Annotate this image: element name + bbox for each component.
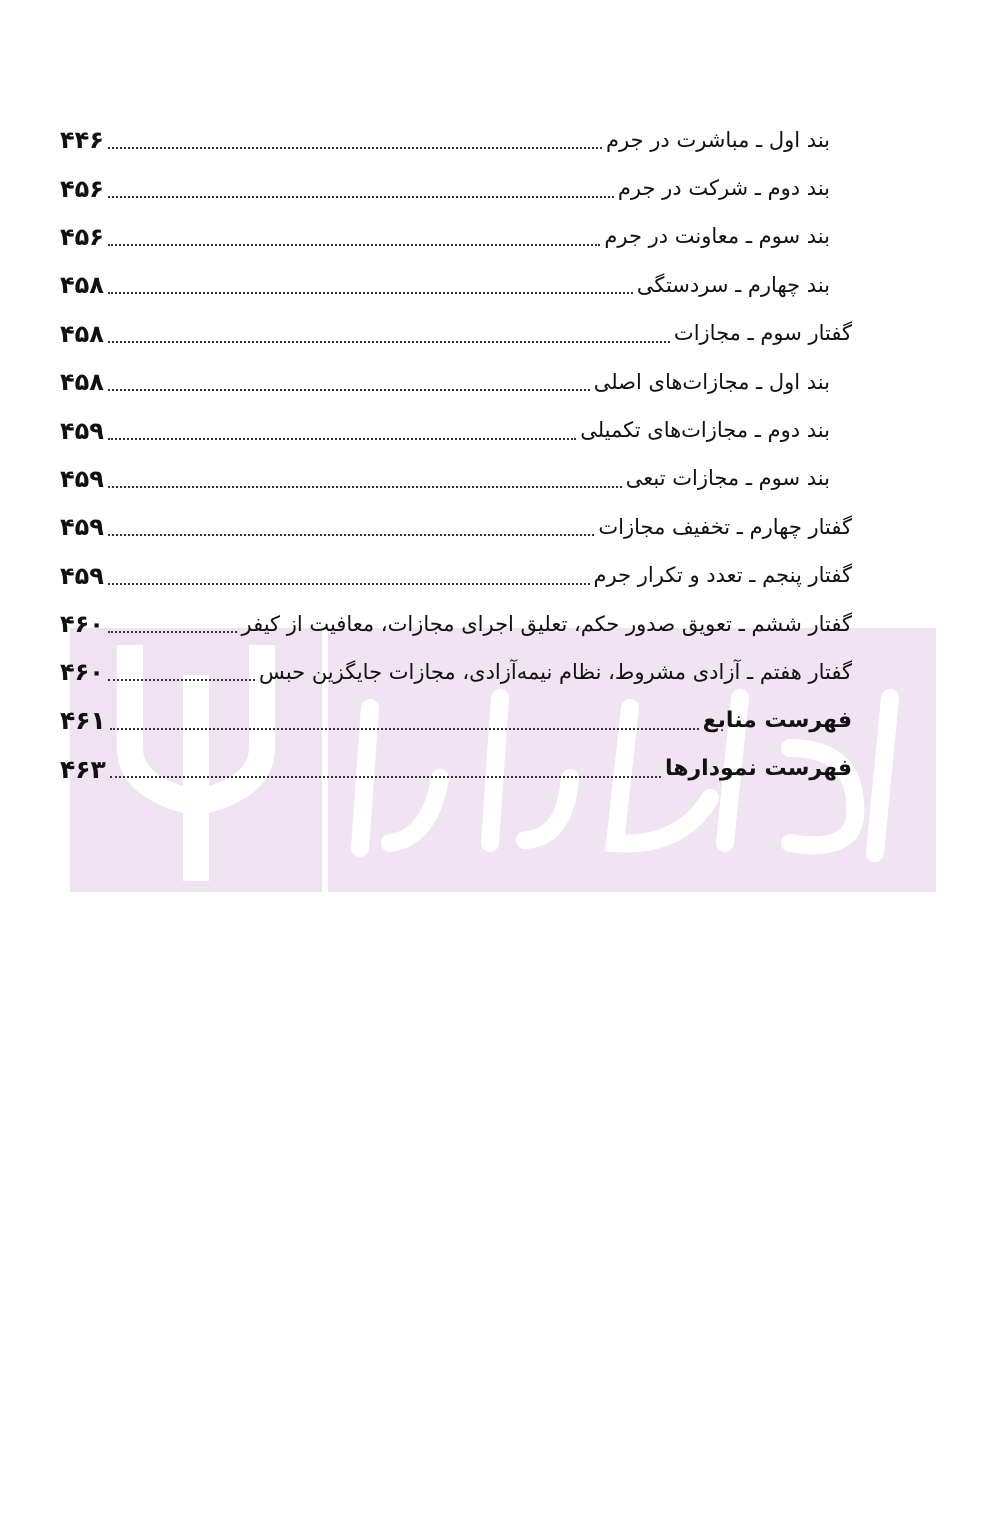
toc-entry[interactable]	[60, 552, 860, 600]
toc-page-number: ۴۵۹	[60, 416, 104, 445]
toc-entry[interactable]	[60, 648, 860, 696]
toc-entry-title: بند سوم ـ معاونت در جرم	[604, 224, 830, 249]
toc-entry-title: بند دوم ـ مجازات‌های تکمیلی	[580, 418, 830, 443]
toc-entry[interactable]	[60, 697, 860, 745]
toc-leader-dots	[110, 776, 661, 778]
toc-entry[interactable]	[60, 600, 860, 648]
toc-leader-dots	[108, 679, 255, 681]
toc-leader-dots	[108, 147, 602, 149]
toc-entry[interactable]	[60, 358, 860, 406]
toc-entry-title: گفتار پنجم ـ تعدد و تکرار جرم	[593, 563, 852, 588]
toc-page-number: ۴۵۹	[60, 464, 104, 493]
toc-leader-dots	[108, 196, 614, 198]
toc-page-number: ۴۶۳	[60, 754, 106, 784]
toc-entry[interactable]	[60, 213, 860, 261]
toc-page-number: ۴۵۸	[60, 319, 104, 348]
toc-page-number: ۴۵۸	[60, 368, 104, 397]
toc-leader-dots	[108, 438, 576, 440]
toc-entry[interactable]	[60, 745, 860, 793]
toc-leader-dots	[108, 631, 238, 633]
toc-page-number: ۴۵۶	[60, 222, 104, 251]
toc-entry[interactable]	[60, 503, 860, 551]
toc-page-number: ۴۴۶	[60, 126, 104, 155]
toc-entry-title: بند سوم ـ مجازات تبعی	[625, 466, 830, 491]
toc-entry-title: گفتار سوم ـ مجازات	[673, 321, 852, 346]
toc-entry[interactable]	[60, 164, 860, 212]
toc-entry[interactable]	[60, 406, 860, 454]
toc-entry-title: گفتار چهارم ـ تخفیف مجازات	[598, 514, 852, 539]
toc-entry[interactable]	[60, 455, 860, 503]
toc-entry[interactable]	[60, 261, 860, 309]
toc-page-number: ۴۶۰	[60, 610, 104, 639]
toc-leader-dots	[108, 292, 633, 294]
toc-entry-title: بند چهارم ـ سردستگی	[636, 272, 830, 297]
toc-page-number: ۴۵۸	[60, 271, 104, 300]
toc-leader-dots	[108, 534, 594, 536]
toc-page-number: ۴۵۹	[60, 513, 104, 542]
toc-leader-dots	[108, 583, 590, 585]
toc-page-number: ۴۶۰	[60, 658, 104, 687]
toc-leader-dots	[108, 244, 600, 246]
toc-leader-dots	[108, 341, 670, 343]
toc-entry-title: بند اول ـ مجازات‌های اصلی	[593, 369, 830, 394]
toc-entry-title: گفتار هفتم ـ آزادی مشروط، نظام نیمه‌آزادی، مجازات جایگزین حبس	[259, 659, 852, 684]
toc-entry[interactable]	[60, 310, 860, 358]
toc-entry[interactable]	[60, 116, 860, 164]
toc-page-number: ۴۶۱	[60, 706, 106, 736]
toc-leader-dots	[110, 728, 699, 730]
toc-entry-title: فهرست منابع	[702, 707, 852, 733]
toc-page-number: ۴۵۶	[60, 174, 104, 203]
toc-entry-title: فهرست نمودارها	[664, 756, 852, 782]
toc-leader-dots	[108, 389, 590, 391]
toc-entry-title: گفتار ششم ـ تعویق صدور حکم، تعلیق اجرای مجازات، معافیت از کیفر	[241, 611, 852, 636]
toc-entry-title: بند دوم ـ شرکت در جرم	[617, 176, 830, 201]
toc-page-number: ۴۵۹	[60, 561, 104, 590]
toc-entry-title: بند اول ـ مباشرت در جرم	[606, 127, 830, 152]
table-of-contents	[60, 116, 860, 793]
toc-leader-dots	[108, 486, 622, 488]
